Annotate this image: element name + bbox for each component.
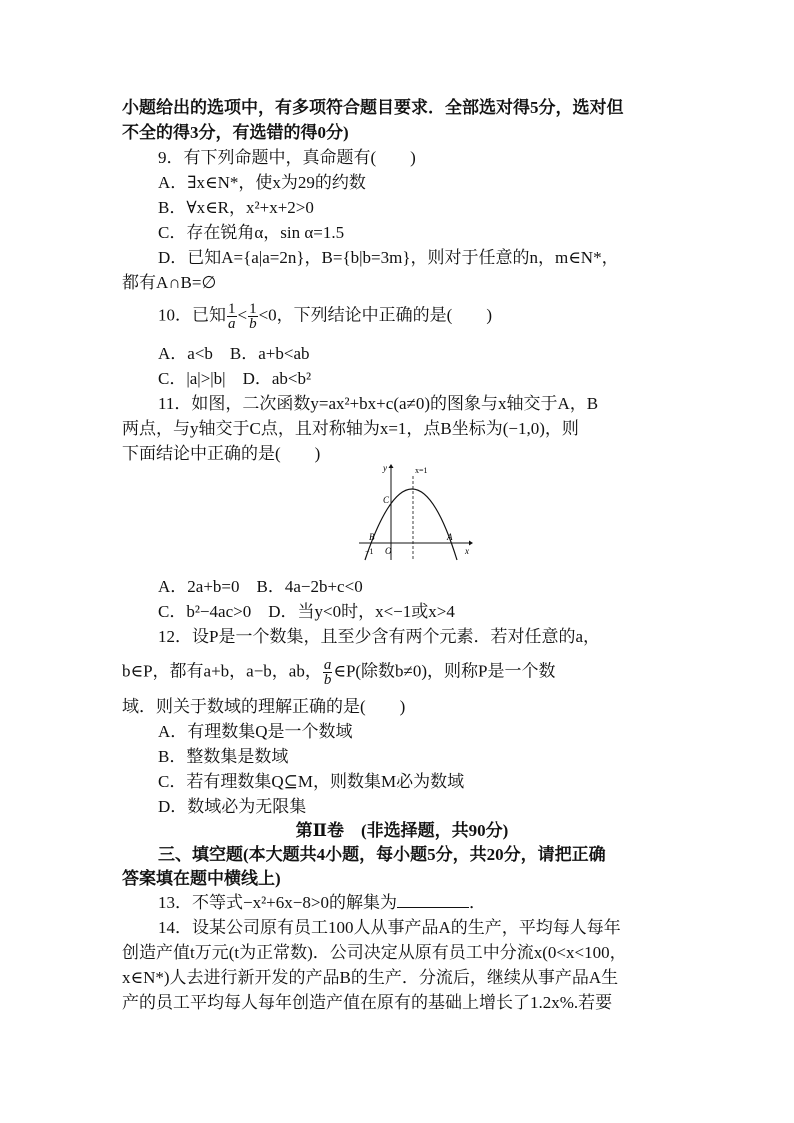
question-12-line-3: 域．则关于数域的理解正确的是( ) [122, 697, 406, 716]
question-14-line-4: 产的员工平均每人每年创造产值在原有的基础上增长了1.2x%.若要 [122, 993, 613, 1012]
parabola-curve [365, 489, 457, 560]
y-axis-arrow [389, 464, 394, 468]
q10-frac2-den: b [249, 316, 257, 332]
question-9-option-b: B．∀x∈R，x²+x+2>0 [158, 198, 314, 217]
intro-line-2: 不全的得3分，有选错的得0分) [122, 123, 349, 142]
q10-fraction-2 [248, 302, 258, 331]
q12-prefix: b∈P，都有a+b，a−b，ab， [122, 661, 322, 681]
question-9-option-d: D．已知A={a|a=2n}，B={b|b=3m}，则对于任意的n，m∈N*， [158, 248, 619, 267]
part-2-heading: 第Ⅱ卷 (非选择题，共90分) [295, 821, 509, 840]
question-11-line-1: 11．如图，二次函数y=ax²+bx+c(a≠0)的图象与x轴交于A，B [158, 394, 599, 413]
question-14-line-3: x∈N*)人去进行新开发的产品B的生产．分流后，继续从事产品A生 [122, 968, 619, 987]
q10-prefix: 10．已知 [158, 305, 226, 325]
q12-suffix: ∈P(除数b≠0)，则称P是一个数 [333, 661, 556, 681]
question-13 [158, 891, 718, 915]
question-12-option-c: C．若有理数集Q⊆M，则数集M必为数域 [158, 772, 465, 791]
question-12-option-a: A．有理数集Q是一个数域 [158, 722, 353, 741]
point-b-label: B [369, 532, 375, 542]
q10-frac1-num: 1 [228, 301, 236, 317]
question-12-line-1: 12．设P是一个数集，且至少含有两个元素．若对任意的a， [158, 627, 600, 646]
question-12-option-b: B．整数集是数域 [158, 747, 289, 766]
question-11-line-2: 两点，与y轴交于C点，且对称轴为x=1，点B坐标为(−1,0)，则 [122, 419, 579, 438]
section-3-heading-line-2: 答案填在题中横线上) [122, 869, 281, 888]
neg-one-label: −1 [365, 547, 374, 556]
question-11-line-3: 下面结论中正确的是( ) [122, 444, 321, 463]
section-3-heading-line-1: 三、填空题(本大题共4小题，每小题5分，共20分，请把正确 [158, 845, 606, 864]
parabola-figure [355, 462, 475, 562]
q10-frac2-num: 1 [249, 301, 257, 317]
q12-frac-num: a [323, 657, 332, 673]
question-10 [158, 302, 718, 331]
question-10-options-ab: A．a<b B．a+b<ab [158, 344, 310, 363]
symmetry-axis-label: x=1 [415, 466, 428, 475]
q10-frac1-den: a [228, 316, 236, 332]
question-9-option-d-cont: 都有A∩B=∅ [122, 273, 217, 292]
q10-suffix: <0，下列结论中正确的是( ) [258, 305, 493, 325]
origin-label: O [385, 546, 392, 556]
question-11-options-ab: A．2a+b=0 B．4a−2b+c<0 [158, 577, 363, 596]
q13-answer-blank[interactable] [397, 891, 469, 908]
question-9-option-c: C．存在锐角α，sin α=1.5 [158, 223, 345, 242]
question-10-options-cd: C．|a|>|b| D．ab<b² [158, 369, 312, 388]
q10-less-than: < [237, 305, 248, 325]
question-12-line-2 [122, 658, 682, 687]
question-9: 9．有下列命题中，真命题有( ) [158, 148, 416, 167]
question-11-options-cd: C．b²−4ac>0 D．当y<0时，x<−1或x>4 [158, 602, 455, 621]
y-axis-label: y [383, 463, 387, 473]
x-axis-label: x [465, 546, 469, 556]
x-axis-arrow [469, 541, 473, 546]
intro-line-1: 小题给出的选项中，有多项符合题目要求．全部选对得5分，选对但 [122, 98, 624, 117]
q13-prefix: 13．不等式−x²+6x−8>0的解集为 [158, 893, 397, 912]
q10-fraction-1 [227, 302, 237, 331]
q13-suffix: ． [468, 893, 486, 912]
point-c-label: C [383, 495, 390, 505]
question-14-line-2: 创造产值t万元(t为正常数)．公司决定从原有员工中分流x(0<x<100， [122, 943, 627, 962]
question-9-option-a: A．∃x∈N*，使x为29的约数 [158, 173, 366, 192]
point-a-label: A [447, 532, 453, 542]
question-12-option-d: D．数域必为无限集 [158, 797, 307, 816]
q12-frac-den: b [323, 672, 332, 688]
q12-fraction [323, 658, 333, 687]
question-14-line-1: 14．设某公司原有员工100人从事产品A的生产，平均每人每年 [158, 918, 621, 937]
